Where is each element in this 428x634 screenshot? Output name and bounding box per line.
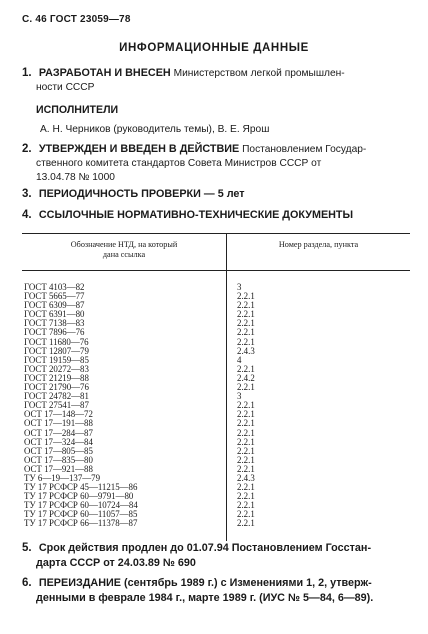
page-header: С. 46 ГОСТ 23059—78: [22, 14, 131, 25]
executors-names: А. Н. Черников (руководитель темы), В. Е. Ярош: [40, 124, 270, 135]
section-developed-text: Министерством легкой промышлен-: [173, 68, 345, 79]
section-approved-heading: УТВЕРЖДЕН И ВВЕДЕН В ДЕЙСТВИЕ: [38, 143, 240, 155]
table-header-row: [22, 234, 410, 271]
document-designation-cell: ГОСТ 19159—85: [22, 356, 227, 365]
section-number-cell: 2.2.1: [237, 300, 255, 311]
document-designation-cell: ГОСТ 27541—87: [22, 401, 227, 410]
section-approved: [22, 142, 414, 185]
section-number-cell: 2.4.2: [237, 372, 255, 383]
section-number-cell: 2.2.1: [237, 482, 255, 493]
section-approved-text-cont: ственного комитета стандартов Совета Министров СССР от: [36, 158, 322, 169]
document-designation-cell: ГОСТ 5665—77: [22, 292, 227, 301]
section-number-cell: 2.2.1: [237, 318, 255, 329]
document-designation-cell: ГОСТ 7896—76: [22, 328, 227, 337]
col-document-header: [22, 234, 227, 271]
document-designation-cell: ТУ 17 РСФСР 45—11215—86: [22, 483, 227, 492]
document-designation-cell: ГОСТ 6309—87: [22, 301, 227, 310]
section-developed: [22, 66, 414, 95]
document-designation-cell: ТУ 17 РСФСР 60—11057—85: [22, 510, 227, 519]
section-number-cell: 2.2.1: [237, 509, 255, 520]
section-number-cell: 3: [237, 282, 242, 292]
document-designation-cell: ТУ 17 РСФСР 60—9791—80: [22, 492, 227, 501]
section-number: 1.: [22, 67, 32, 79]
section-validity: [22, 541, 414, 571]
section-reissue-text-cont: денными в феврале 1984 г., марте 1989 г. (ИУС № 5—84, 6—89).: [36, 592, 374, 604]
section-number-cell: 2.2.1: [237, 309, 255, 320]
section-number: 5.: [22, 542, 32, 554]
section-number-cell: 2.2.1: [237, 409, 255, 420]
section-number-cell: 2.4.3: [237, 472, 255, 483]
spacer-cell: [22, 529, 227, 541]
document-designation-cell: ГОСТ 6391—80: [22, 310, 227, 319]
document-designation-cell: ОСТ 17—191—88: [22, 419, 227, 428]
section-references-heading: ССЫЛОЧНЫЕ НОРМАТИВНО-ТЕХНИЧЕСКИЕ ДОКУМЕНТЫ: [38, 209, 354, 221]
section-approved-text: Постановлением Государ-: [242, 144, 367, 155]
document-designation-cell: ОСТ 17—835—80: [22, 456, 227, 465]
document-designation-cell: ГОСТ 21219—88: [22, 374, 227, 383]
references-table-body: [22, 271, 410, 541]
references-table: [22, 233, 410, 541]
document-designation-cell: ГОСТ 11680—76: [22, 338, 227, 347]
section-number-cell: 2.2.1: [237, 491, 255, 502]
section-number-cell: 2.2.1: [237, 336, 255, 347]
section-number-cell: 2.2.1: [237, 363, 255, 374]
col-section-header: Номер раздела, пункта: [227, 234, 411, 271]
col-document-header-line2: дана ссылка: [102, 250, 146, 259]
section-number-cell: 2.2.1: [237, 463, 255, 474]
section-number-cell: 2.2.1: [237, 500, 255, 511]
table-spacer-row: [22, 529, 410, 541]
document-designation-cell: ОСТ 17—805—85: [22, 447, 227, 456]
document-designation-cell: ТУ 17 РСФСР 60—10724—84: [22, 501, 227, 510]
section-approved-date: 13.04.78 № 1000: [36, 172, 115, 183]
section-number-cell: 2.2.1: [237, 518, 255, 529]
section-validity-text: Срок действия продлен до 01.07.94 Постановлением Госстан-: [38, 542, 372, 554]
col-document-header-line1: Обозначение НТД, на который: [70, 240, 178, 249]
document-designation-cell: ГОСТ 4103—82: [22, 283, 227, 292]
section-number-cell: 4: [237, 354, 242, 365]
section-reissue: [22, 576, 414, 606]
document-designation-cell: ТУ 6—19—137—79: [22, 474, 227, 483]
section-number-cell: 2.2.1: [237, 427, 255, 438]
section-number: 3.: [22, 188, 32, 200]
document-designation-cell: ТУ 17 РСФСР 66—11378—87: [22, 519, 227, 528]
document-designation-cell: ОСТ 17—148—72: [22, 410, 227, 419]
section-references: [22, 208, 414, 223]
section-number-cell: 3: [237, 391, 242, 402]
section-number-cell: 2.2.1: [237, 436, 255, 447]
section-number-cell: 2.2.1: [237, 382, 255, 393]
document-designation-cell: ГОСТ 24782—81: [22, 392, 227, 401]
section-number-cell: 2.2.1: [237, 445, 255, 456]
section-number-cell: 2.2.1: [237, 454, 255, 465]
document-designation-cell: ГОСТ 20272—83: [22, 365, 227, 374]
section-number-cell: 2.2.1: [237, 418, 255, 429]
table-row: [22, 519, 410, 528]
document-designation-cell: ОСТ 17—284—87: [22, 429, 227, 438]
section-number: 6.: [22, 577, 32, 589]
section-review-period: [22, 187, 414, 202]
spacer-cell: [227, 529, 411, 541]
section-number-cell: 2.4.3: [237, 345, 255, 356]
section-reissue-text: ПЕРЕИЗДАНИЕ (сентябрь 1989 г.) с Изменениями 1, 2, утверж-: [38, 577, 372, 589]
section-number-cell: 2.2.1: [237, 400, 255, 411]
section-number: 4.: [22, 209, 32, 221]
section-validity-text-cont: дарта СССР от 24.03.89 № 690: [36, 557, 196, 569]
section-number: 2.: [22, 143, 32, 155]
page-title: ИНФОРМАЦИОННЫЕ ДАННЫЕ: [119, 42, 309, 54]
document-designation-cell: ГОСТ 21790—76: [22, 383, 227, 392]
section-number-cell: 2.2.1: [237, 291, 255, 302]
section-developed-heading: РАЗРАБОТАН И ВНЕСЕН: [38, 67, 171, 79]
section-developed-text-cont: ности СССР: [36, 82, 95, 93]
section-review-period-text: ПЕРИОДИЧНОСТЬ ПРОВЕРКИ — 5 лет: [38, 188, 245, 200]
section-number-cell: 2.2.1: [237, 327, 255, 338]
document-designation-cell: ОСТ 17—921—88: [22, 465, 227, 474]
document-designation-cell: ГОСТ 12807—79: [22, 347, 227, 356]
executors-heading: ИСПОЛНИТЕЛИ: [36, 104, 119, 116]
document-designation-cell: ОСТ 17—324—84: [22, 438, 227, 447]
document-designation-cell: ГОСТ 7138—83: [22, 319, 227, 328]
